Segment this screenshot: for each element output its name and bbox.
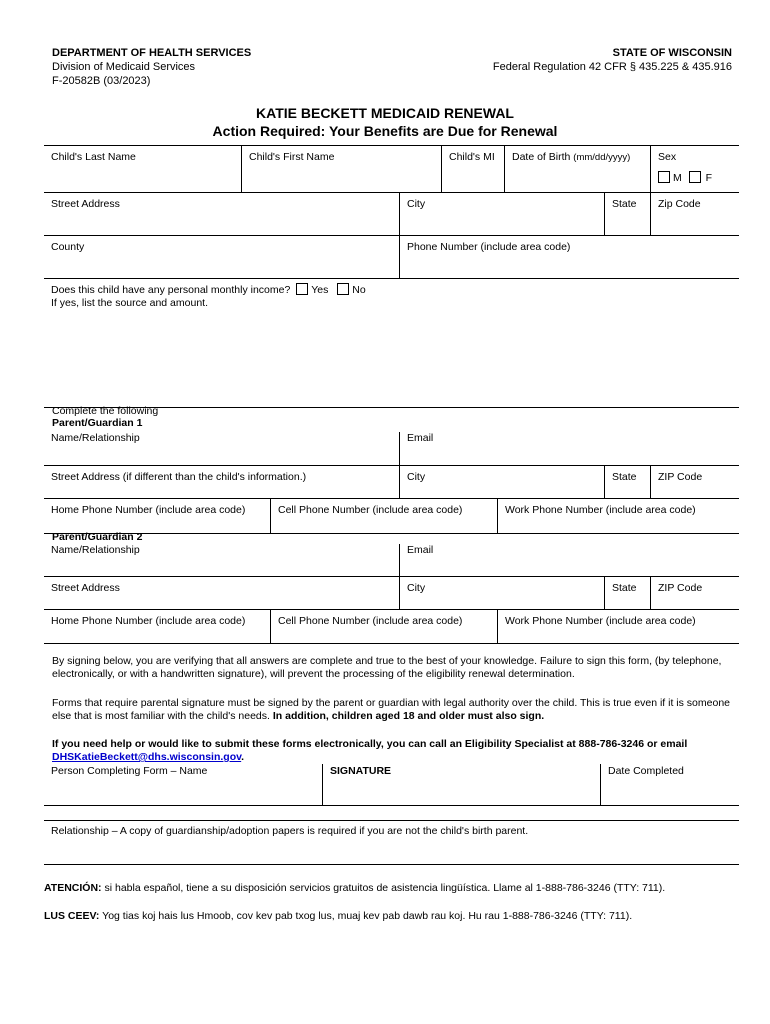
child-name-row [44, 145, 739, 193]
signature-row [44, 764, 739, 806]
guardian1-city-label: City [407, 471, 426, 483]
guardian2-name-row [44, 531, 739, 577]
child-address-row [44, 193, 739, 236]
guardian1-address-row [44, 466, 739, 499]
person-name-field[interactable] [44, 764, 322, 805]
sex-m-checkbox[interactable] [658, 171, 670, 183]
income-list-label: If yes, list the source and amount. [51, 297, 208, 309]
guardian-intro: Complete the following [52, 405, 159, 417]
guardian2-work-phone-field[interactable] [497, 610, 739, 643]
guardian2-cell-phone-field[interactable] [270, 610, 498, 643]
income-row [44, 279, 739, 408]
date-completed-label: Date Completed [608, 765, 684, 777]
child-last-name-field[interactable] [44, 146, 241, 192]
verification-statement: By signing below, you are verifying that all answers are complete and true to the best of your knowledge. Failure to sign this form, (by telephone, electronically, or with a handwritten signature), will prevent the processing of the eligibility renewal determination. [52, 655, 722, 680]
guardian2-zip-label: ZIP Code [658, 582, 703, 594]
guardian1-name-field[interactable] [44, 404, 399, 465]
child-county-row [44, 236, 739, 279]
guardian2-state-label: State [612, 582, 637, 594]
form-subtitle: Action Required: Your Benefits are Due for Renewal [212, 123, 558, 139]
form-title: KATIE BECKETT MEDICAID RENEWAL [256, 105, 514, 121]
guardian1-zip-field[interactable] [650, 466, 739, 498]
spanish-label: ATENCIÓN: [44, 882, 102, 894]
sex-f-label: F [705, 172, 713, 184]
relationship-label: Relationship – A copy of guardianship/adoption papers is required if you are not the child's birth parent. [51, 825, 529, 837]
spanish-text: si habla español, tiene a su disposición servicios gratuitos de asistencia lingüística. Llame al 1-888-786-3246 (TTY: 711). [104, 882, 666, 894]
guardian1-street-label: Street Address (if different than the child's information.) [51, 471, 307, 483]
sex-f-checkbox[interactable] [689, 171, 701, 183]
hmong-text: Yog tias koj hais lus Hmoob, cov kev pab txog lus, muaj kev pab dawb rau koj. Hu rau 1-888-786-3246 (TTY: 711). [102, 910, 633, 922]
income-yes-checkbox[interactable] [296, 283, 308, 295]
department-name: DEPARTMENT OF HEALTH SERVICES [52, 47, 252, 59]
guardian2-home-phone-label: Home Phone Number (include area code) [51, 615, 246, 627]
child-city-label: City [407, 198, 426, 210]
child-sex-field [650, 146, 739, 192]
regulation: Federal Regulation 42 CFR § 435.225 & 435.916 [492, 61, 732, 73]
child-state-label: State [612, 198, 637, 210]
guardian2-phone-row [44, 610, 739, 644]
child-zip-label: Zip Code [658, 198, 701, 210]
guardian1-name-label: Name/Relationship [51, 432, 140, 444]
child-mi-label: Child's MI [449, 151, 495, 163]
child-last-name-label: Child's Last Name [51, 151, 136, 163]
form-id: F-20582B (03/2023) [52, 75, 151, 87]
guardian1-home-phone-label: Home Phone Number (include area code) [51, 504, 246, 516]
guardian1-work-phone-field[interactable] [497, 499, 739, 533]
signature-label: SIGNATURE [330, 765, 392, 777]
relationship-divider [44, 820, 739, 821]
guardian2-section [44, 531, 739, 644]
guardian2-email-label: Email [407, 544, 434, 556]
guardian2-email-field[interactable] [399, 544, 739, 576]
guardian1-name-row [44, 404, 739, 466]
adult-sign-note: In addition, children aged 18 and older must also sign. [272, 710, 545, 722]
income-yes-label: Yes [311, 284, 329, 296]
child-info-section [44, 145, 739, 408]
hmong-notice [44, 910, 744, 922]
help-email-link[interactable]: DHSKatieBeckett@dhs.wisconsin.gov [52, 751, 242, 763]
division-name: Division of Medicaid Services [52, 61, 196, 73]
guardian1-email-label: Email [407, 432, 434, 444]
signature-field[interactable] [322, 764, 601, 805]
child-sex-label: Sex [658, 151, 677, 163]
child-mi-field[interactable] [441, 146, 505, 192]
child-phone-label: Phone Number (include area code) [407, 241, 571, 253]
guardian1-section [44, 404, 739, 534]
date-completed-field[interactable] [600, 764, 739, 805]
guardian2-street-field[interactable] [44, 577, 399, 609]
child-phone-field[interactable] [399, 236, 739, 278]
guardian2-name-label: Name/Relationship [51, 544, 140, 556]
relationship-row [44, 806, 739, 865]
guardian2-zip-field[interactable] [650, 577, 739, 609]
guardian2-name-field[interactable] [44, 531, 399, 576]
person-name-label: Person Completing Form – Name [51, 765, 208, 777]
guardian1-cell-phone-label: Cell Phone Number (include area code) [278, 504, 463, 516]
income-question: Does this child have any personal monthly income? [51, 284, 291, 296]
guardian2-work-phone-label: Work Phone Number (include area code) [505, 615, 696, 627]
hmong-label: LUS CEEV: [44, 910, 100, 922]
child-zip-field[interactable] [650, 193, 739, 235]
child-county-label: County [51, 241, 85, 253]
guardian2-city-label: City [407, 582, 426, 594]
child-dob-label: Date of Birth (mm/dd/yyyy) [512, 151, 631, 163]
agency-header [52, 46, 251, 88]
guardian1-home-phone-field[interactable] [44, 499, 270, 533]
relationship-field[interactable] [44, 822, 739, 864]
guardian2-home-phone-field[interactable] [44, 610, 270, 643]
guardian1-cell-phone-field[interactable] [270, 499, 498, 533]
guardian1-phone-row [44, 499, 739, 534]
guardian2-state-field[interactable] [604, 577, 651, 609]
child-first-name-label: Child's First Name [249, 151, 335, 163]
child-street-field[interactable] [44, 193, 399, 235]
child-state-field[interactable] [604, 193, 651, 235]
guardian1-email-field[interactable] [399, 432, 739, 465]
parental-signature-statement: Forms that require parental signature must be signed by the parent or guardian with legal authority over the child. This is true even if it is someone else that is most familiar with the child's needs. In addition, children aged 18 and older must also sign. [52, 697, 730, 722]
guardian2-heading: Parent/Guardian 2 [52, 531, 143, 543]
guardian1-zip-label: ZIP Code [658, 471, 703, 483]
sex-m-label: M [673, 172, 682, 184]
guardian2-street-label: Street Address [51, 582, 120, 594]
guardian1-street-field[interactable] [44, 466, 399, 498]
child-city-field[interactable] [399, 193, 605, 235]
income-details-field[interactable] [44, 313, 739, 407]
state-header [493, 46, 732, 74]
guardian1-state-field[interactable] [604, 466, 651, 498]
help-statement: If you need help or would like to submit these forms electronically, you can call an Eligibility Specialist at 888-786-3246 or email DHSKatieBeckett@dhs.wisconsin.gov. [52, 738, 688, 763]
guardian2-address-row [44, 577, 739, 610]
guardian1-state-label: State [612, 471, 637, 483]
child-first-name-field[interactable] [241, 146, 442, 192]
income-no-label: No [352, 284, 366, 296]
guardian1-heading: Parent/Guardian 1 [52, 417, 143, 429]
guardian2-cell-phone-label: Cell Phone Number (include area code) [278, 615, 463, 627]
spanish-notice [44, 882, 744, 894]
guardian2-city-field[interactable] [399, 577, 605, 609]
child-dob-field[interactable] [504, 146, 651, 192]
income-no-checkbox[interactable] [337, 283, 349, 295]
child-street-label: Street Address [51, 198, 120, 210]
child-county-field[interactable] [44, 236, 399, 278]
guardian1-work-phone-label: Work Phone Number (include area code) [505, 504, 696, 516]
signature-section [44, 764, 739, 865]
state-name: STATE OF WISCONSIN [612, 47, 732, 59]
guardian1-city-field[interactable] [399, 466, 605, 498]
